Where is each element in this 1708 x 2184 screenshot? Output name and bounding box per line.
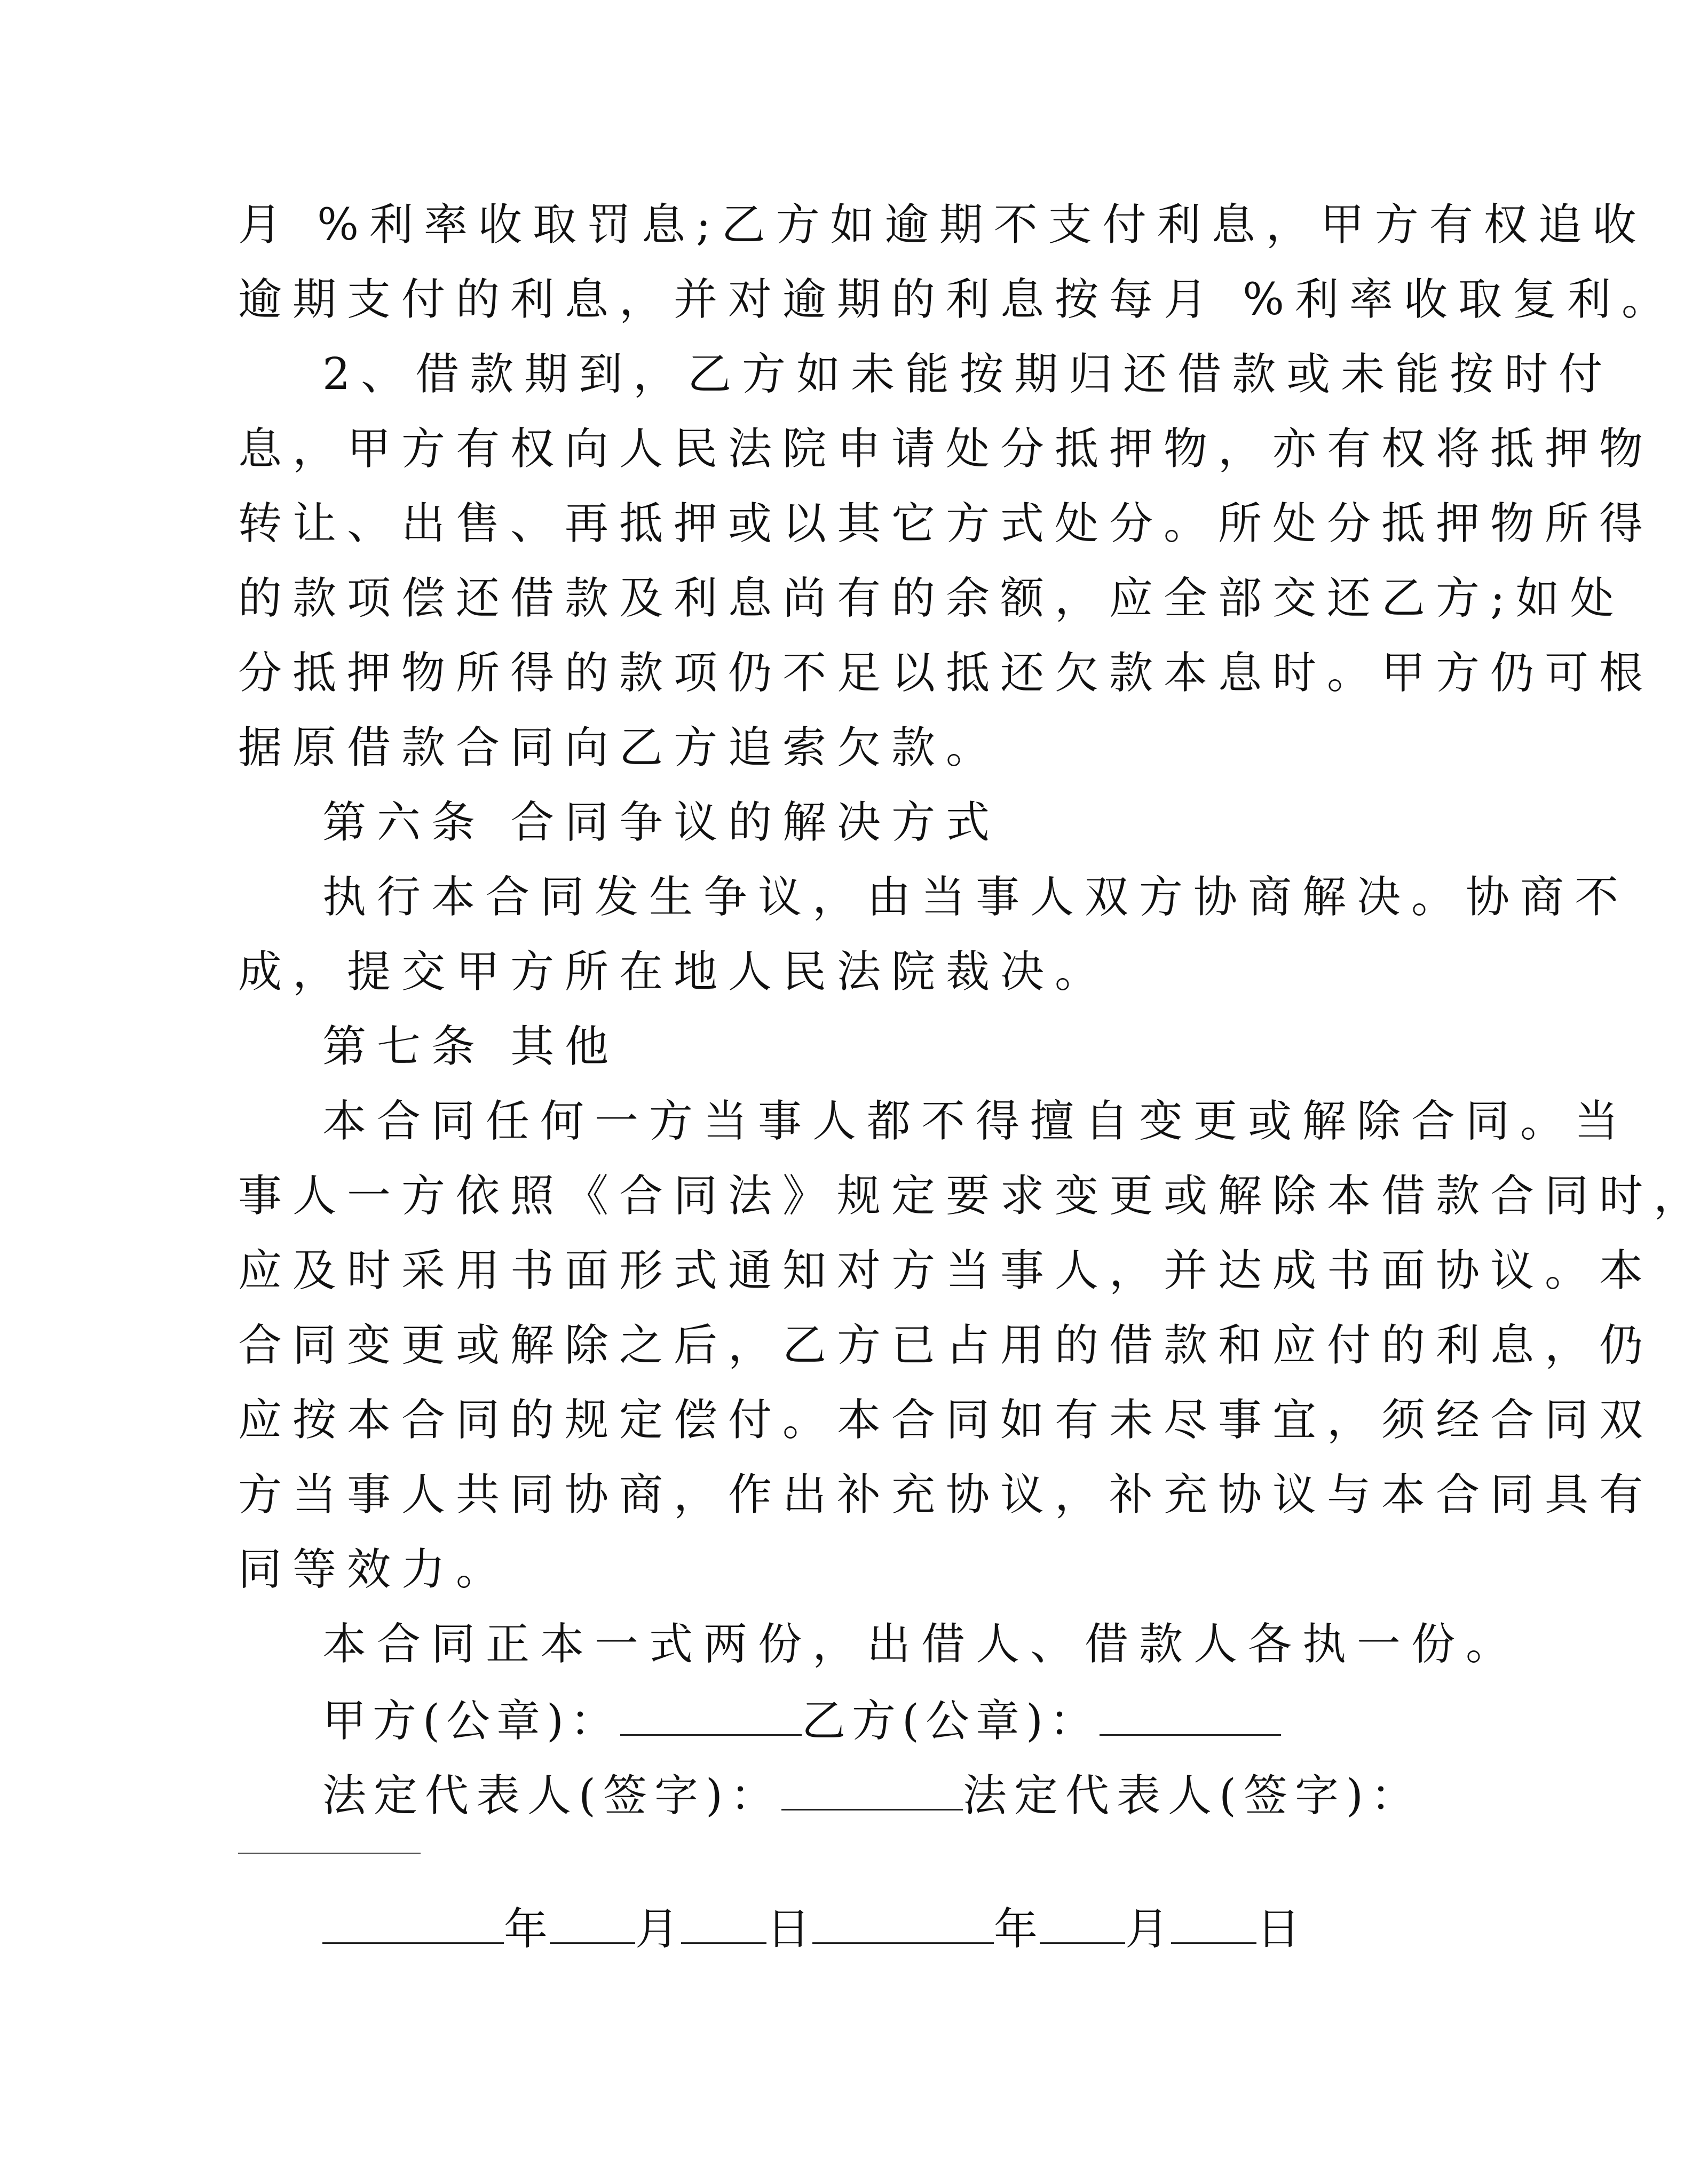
paragraph-line: 事人一方依照《合同法》规定要求变更或解除本借款合同时，: [238, 1171, 1708, 1221]
paragraph-line: 方当事人共同协商，作出补充协议，补充协议与本合同具有: [238, 1470, 1654, 1520]
party-b-seal-label: 乙方(公章)：: [801, 1696, 1100, 1746]
month-blank: [1040, 1901, 1125, 1944]
paragraph-line: 同等效力。: [238, 1544, 511, 1595]
section-heading: 第七条 其他: [322, 1021, 620, 1072]
day-label: 日: [1256, 1904, 1303, 1955]
paragraph-line: 执行本合同发生争议，由当事人双方协商解决。协商不: [322, 872, 1630, 923]
rep-a-blank: [781, 1767, 963, 1810]
year-label: 年: [994, 1904, 1040, 1955]
seal-signature-line: [322, 1693, 1281, 1748]
section-heading: 第六条 合同争议的解决方式: [322, 797, 1001, 848]
month-label: 月: [1125, 1904, 1172, 1955]
party-a-seal-blank: [620, 1693, 802, 1736]
year-blank: [322, 1901, 504, 1944]
year-label: 年: [504, 1904, 550, 1955]
day-blank: [681, 1901, 766, 1944]
paragraph-line: 据原借款合同向乙方追索欠款。: [238, 722, 1001, 773]
paragraph-line: 本合同任何一方当事人都不得擅自变更或解除合同。当: [322, 1096, 1630, 1147]
day-blank: [1171, 1901, 1256, 1944]
month-label: 月: [635, 1904, 682, 1955]
paragraph-line: 逾期支付的利息，并对逾期的利息按每月 %利率收取复利。: [238, 274, 1676, 325]
paragraph-line: 成，提交甲方所在地人民法院裁决。: [238, 947, 1110, 997]
date-line: [322, 1901, 1302, 1956]
paragraph-line: 2、借款期到，乙方如未能按期归还借款或未能按时付: [322, 349, 1614, 400]
paragraph-line: 分抵押物所得的款项仍不足以抵还欠款本息时。甲方仍可根: [238, 648, 1654, 698]
rep-a-label: 法定代表人(签字)：: [322, 1770, 781, 1821]
party-b-seal-blank: [1100, 1693, 1281, 1736]
representative-signature-line: [322, 1767, 1422, 1823]
paragraph-line: 应及时采用书面形式通知对方当事人，并达成书面协议。本: [238, 1245, 1654, 1296]
paragraph-line: 应按本合同的规定偿付。本合同如有未尽事宜，须经合同双: [238, 1395, 1654, 1446]
paragraph-line: 本合同正本一式两份，出借人、借款人各执一份。: [322, 1619, 1521, 1670]
paragraph-line: 转让、出售、再抵押或以其它方式处分。所处分抵押物所得: [238, 498, 1654, 549]
paragraph-line: 合同变更或解除之后，乙方已占用的借款和应付的利息，仍: [238, 1320, 1654, 1371]
paragraph-line: 月 %利率收取罚息;乙方如逾期不支付利息，甲方有权追收: [238, 200, 1647, 250]
day-label: 日: [766, 1904, 813, 1955]
party-a-seal-label: 甲方(公章)：: [322, 1696, 620, 1746]
rep-b-label: 法定代表人(签字)：: [962, 1770, 1422, 1821]
year-blank: [812, 1901, 994, 1944]
month-blank: [550, 1901, 635, 1944]
rep-b-blank: [238, 1853, 421, 1854]
paragraph-line: 的款项偿还借款及利息尚有的余额，应全部交还乙方;如处: [238, 573, 1625, 624]
paragraph-line: 息，甲方有权向人民法院申请处分抵押物，亦有权将抵押物: [238, 424, 1654, 474]
